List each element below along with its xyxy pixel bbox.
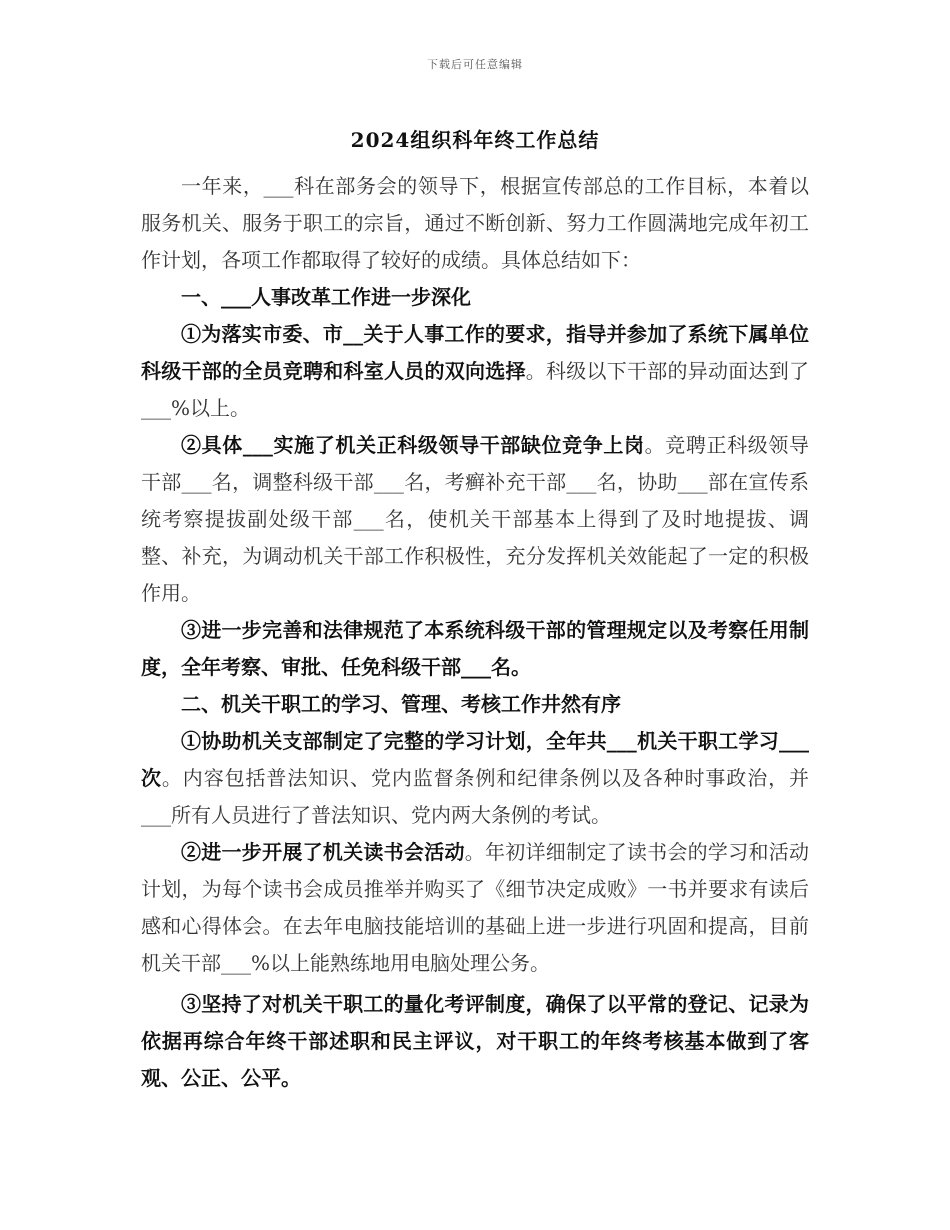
intro-paragraph	[141, 168, 809, 279]
intro-text: 一年来，___科在部务会的领导下，根据宣传部总的工作目标，本着以服务机关、服务于职工的宗旨，通过不断创新、努力工作圆满地完成年初工作计划，各项工作都取得了较好的成绩。具体总结如下：	[141, 174, 809, 272]
header-note: 下载后可任意编辑	[427, 58, 523, 71]
document-title: 2024组织科年终工作总结	[350, 128, 600, 152]
document-body	[141, 168, 809, 1097]
item-2-1-lead: ①协助机关支部制定了完整的学习计划，全年共___机关干职工学习___次	[141, 729, 809, 790]
section-heading-2	[141, 686, 809, 723]
item-2-1	[141, 723, 809, 834]
section-heading-1-text: 一、___人事改革工作进一步深化	[181, 285, 471, 309]
item-2-3	[141, 986, 809, 1097]
section-heading-1	[141, 279, 809, 316]
item-1-1-lead: ①为落实市委、市__关于人事工作的要求，指导并参加了系统下属单位科级干部的全员竞聘和科室人员的双向选择	[141, 322, 809, 383]
item-1-1	[141, 316, 809, 427]
item-1-3	[141, 612, 809, 686]
section-heading-2-text: 二、机关干职工的学习、管理、考核工作井然有序	[181, 692, 621, 716]
item-2-2-text: 。年初详细制定了读书会的学习和活动计划，为每个读书会成员推举并购买了《细节决定成败》一书并要求有读后感和心得体会。在去年电脑技能培训的基础上进一步进行巩固和提高，目前机关干部___%以上能熟练地用电脑处理公务。	[141, 840, 810, 975]
item-1-2-lead: ②具体___实施了机关正科级领导干部缺位竞争上岗	[181, 433, 645, 457]
item-2-1-text: 。内容包括普法知识、党内监督条例和纪律条例以及各种时事政治，并___所有人员进行了普法知识、党内两大条例的考试。	[141, 766, 810, 827]
item-2-3-lead: ③坚持了对机关干职工的量化考评制度，确保了以平常的登记、记录为依据再综合年终干部述职和民主评议，对干职工的年终考核基本做到了客观、公正、公平。	[141, 992, 809, 1090]
item-1-2	[141, 427, 809, 612]
item-2-2-lead: ②进一步开展了机关读书会活动	[181, 840, 465, 864]
item-1-1-text: 。科级以下干部的异动面达到了___%以上。	[141, 359, 809, 420]
item-1-3-lead: ③进一步完善和法律规范了本系统科级干部的管理规定以及考察任用制度，全年考察、审批、任免科级干部___名。	[141, 618, 809, 679]
item-1-2-text: 。竞聘正科级领导干部___名，调整科级干部___名，考癣补充干部___名，协助___部在宣传系统考察提拔副处级干部___名，使机关干部基本上得到了及时地提拔、调整、补充，为调动机关干部工作积极性，充分发挥机关效能起了一定的积极作用。	[141, 433, 810, 605]
item-2-2	[141, 834, 809, 982]
